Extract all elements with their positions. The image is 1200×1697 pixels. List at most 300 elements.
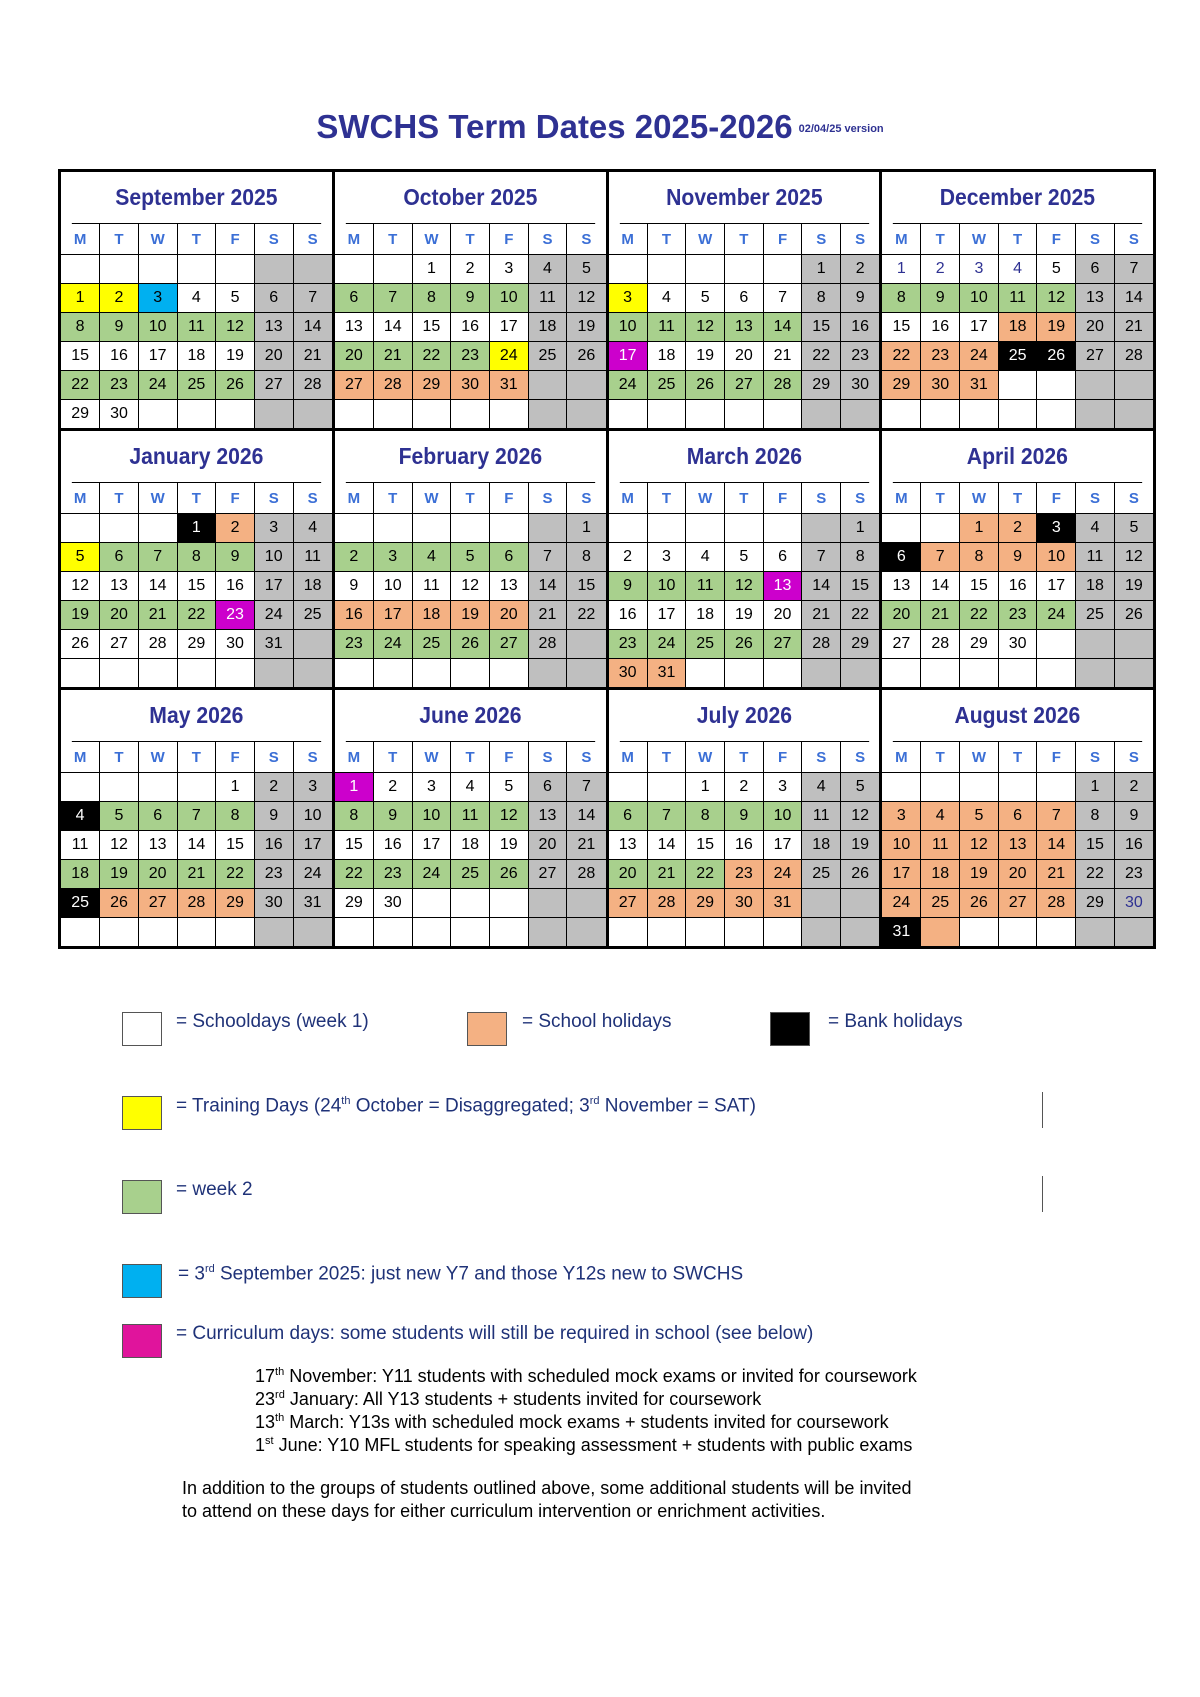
day-cell: 28 xyxy=(647,889,686,918)
week-row xyxy=(61,255,332,284)
day-cell xyxy=(841,889,880,918)
day-cell: 11 xyxy=(293,543,332,572)
day-cell: 3 xyxy=(960,255,999,284)
week-row xyxy=(882,371,1153,400)
day-cell: 24 xyxy=(293,860,332,889)
day-cell: 1 xyxy=(841,514,880,543)
day-cell: 15 xyxy=(567,572,606,601)
month-table xyxy=(61,483,332,687)
day-cell: 6 xyxy=(138,802,177,831)
day-cell: 23 xyxy=(725,860,764,889)
day-cell: 30 xyxy=(921,371,960,400)
day-cell: 23 xyxy=(921,342,960,371)
month-block xyxy=(609,172,880,428)
weekday-header: M xyxy=(882,483,921,514)
legend-holidays: = School holidays xyxy=(522,1011,672,1032)
day-cell: 25 xyxy=(647,371,686,400)
day-cell: 12 xyxy=(960,831,999,860)
weekday-header: S xyxy=(802,483,841,514)
weekday-header: M xyxy=(609,224,648,255)
day-cell: 30 xyxy=(373,889,412,918)
week-row xyxy=(61,831,332,860)
weekday-header: F xyxy=(216,483,255,514)
day-cell: 31 xyxy=(763,889,802,918)
day-cell: 26 xyxy=(1037,342,1076,371)
month-table xyxy=(882,224,1153,428)
day-cell xyxy=(1076,630,1115,659)
day-cell xyxy=(1076,371,1115,400)
week-row xyxy=(335,255,606,284)
week-row xyxy=(335,342,606,371)
week-row xyxy=(61,313,332,342)
month-title: August 2026 xyxy=(893,690,1142,742)
day-cell xyxy=(567,889,606,918)
day-cell xyxy=(802,918,841,947)
weekday-header: M xyxy=(882,742,921,773)
day-cell: 21 xyxy=(802,601,841,630)
note-sup: rd xyxy=(275,1389,285,1401)
day-cell xyxy=(686,514,725,543)
day-cell: 6 xyxy=(609,802,648,831)
day-cell: 16 xyxy=(921,313,960,342)
day-cell: 14 xyxy=(647,831,686,860)
day-cell: 1 xyxy=(567,514,606,543)
day-cell: 28 xyxy=(802,630,841,659)
week-row xyxy=(609,572,880,601)
day-cell: 24 xyxy=(609,371,648,400)
weekday-header: S xyxy=(254,742,293,773)
day-cell: 13 xyxy=(254,313,293,342)
day-cell: 21 xyxy=(647,860,686,889)
day-cell xyxy=(725,400,764,429)
day-cell xyxy=(451,659,490,688)
weekday-header: T xyxy=(451,224,490,255)
day-cell: 23 xyxy=(1114,860,1153,889)
month-title: March 2026 xyxy=(619,431,868,483)
weekday-header: F xyxy=(763,224,802,255)
day-cell: 25 xyxy=(412,630,451,659)
day-cell: 27 xyxy=(998,889,1037,918)
day-cell: 3 xyxy=(489,255,528,284)
day-cell xyxy=(647,918,686,947)
divider-line xyxy=(1042,1176,1043,1212)
day-cell: 26 xyxy=(960,889,999,918)
day-cell xyxy=(725,514,764,543)
day-cell xyxy=(216,918,255,947)
day-cell xyxy=(335,400,374,429)
day-cell: 28 xyxy=(177,889,216,918)
day-cell: 30 xyxy=(216,630,255,659)
day-cell xyxy=(138,773,177,802)
week-row xyxy=(882,659,1153,688)
week-row xyxy=(335,543,606,572)
day-cell xyxy=(960,918,999,947)
day-cell xyxy=(1076,918,1115,947)
day-cell xyxy=(61,918,100,947)
day-cell: 1 xyxy=(686,773,725,802)
week-row xyxy=(609,630,880,659)
day-cell: 10 xyxy=(293,802,332,831)
week-row xyxy=(335,514,606,543)
day-cell xyxy=(998,400,1037,429)
month-table xyxy=(61,224,332,428)
weekday-header: S xyxy=(1114,483,1153,514)
training-sup-1: th xyxy=(341,1095,351,1107)
day-cell xyxy=(138,918,177,947)
day-cell: 27 xyxy=(100,630,139,659)
month-table xyxy=(882,742,1153,946)
day-cell xyxy=(451,918,490,947)
day-cell: 6 xyxy=(254,284,293,313)
month-block xyxy=(335,172,606,428)
weekday-header: F xyxy=(489,224,528,255)
weekday-header-row xyxy=(61,224,332,255)
month-block xyxy=(335,431,606,687)
day-cell: 13 xyxy=(1076,284,1115,313)
day-cell: 5 xyxy=(216,284,255,313)
day-cell: 10 xyxy=(609,313,648,342)
note-num: 23 xyxy=(255,1389,276,1409)
day-cell: 14 xyxy=(921,572,960,601)
day-cell: 19 xyxy=(216,342,255,371)
weekday-header: F xyxy=(489,742,528,773)
day-cell: 23 xyxy=(216,601,255,630)
day-cell: 22 xyxy=(216,860,255,889)
weekday-header: S xyxy=(802,224,841,255)
week-row xyxy=(609,860,880,889)
day-cell xyxy=(960,773,999,802)
day-cell: 26 xyxy=(725,630,764,659)
day-cell: 29 xyxy=(335,889,374,918)
day-cell: 16 xyxy=(609,601,648,630)
weekday-header: M xyxy=(61,224,100,255)
day-cell: 14 xyxy=(293,313,332,342)
day-cell: 16 xyxy=(725,831,764,860)
day-cell: 9 xyxy=(998,543,1037,572)
day-cell: 17 xyxy=(412,831,451,860)
weekday-header: F xyxy=(216,742,255,773)
weekday-header-row xyxy=(61,483,332,514)
day-cell: 2 xyxy=(841,255,880,284)
weekday-header: M xyxy=(609,483,648,514)
day-cell xyxy=(1037,659,1076,688)
day-cell: 5 xyxy=(100,802,139,831)
day-cell: 1 xyxy=(216,773,255,802)
day-cell: 30 xyxy=(998,630,1037,659)
day-cell xyxy=(998,659,1037,688)
day-cell: 23 xyxy=(254,860,293,889)
day-cell: 29 xyxy=(841,630,880,659)
day-cell xyxy=(177,255,216,284)
day-cell xyxy=(254,400,293,429)
day-cell: 7 xyxy=(921,543,960,572)
weekday-header: M xyxy=(61,483,100,514)
legend-week2: = week 2 xyxy=(176,1179,253,1200)
day-cell: 30 xyxy=(100,400,139,429)
day-cell xyxy=(1076,400,1115,429)
day-cell: 29 xyxy=(882,371,921,400)
day-cell: 27 xyxy=(138,889,177,918)
day-cell xyxy=(61,773,100,802)
day-cell: 27 xyxy=(254,371,293,400)
day-cell xyxy=(528,659,567,688)
day-cell xyxy=(609,918,648,947)
day-cell: 26 xyxy=(100,889,139,918)
day-cell xyxy=(177,773,216,802)
day-cell: 14 xyxy=(1037,831,1076,860)
note-text: June: Y10 MFL students for speaking assessment + students with public exams xyxy=(273,1435,913,1455)
day-cell xyxy=(61,514,100,543)
day-cell: 12 xyxy=(686,313,725,342)
day-cell: 9 xyxy=(921,284,960,313)
day-cell: 2 xyxy=(335,543,374,572)
week-row xyxy=(609,514,880,543)
day-cell: 29 xyxy=(412,371,451,400)
day-cell: 20 xyxy=(763,601,802,630)
sept-text-b: September 2025: just new Y7 and those Y12s new to SWCHS xyxy=(214,1263,744,1285)
day-cell: 4 xyxy=(451,773,490,802)
day-cell: 16 xyxy=(373,831,412,860)
weekday-header: S xyxy=(1076,224,1115,255)
month-block xyxy=(609,690,880,946)
day-cell xyxy=(841,400,880,429)
weekday-header: M xyxy=(61,742,100,773)
week-row xyxy=(335,802,606,831)
week-row xyxy=(882,630,1153,659)
day-cell: 24 xyxy=(960,342,999,371)
weekday-header: W xyxy=(138,742,177,773)
day-cell: 5 xyxy=(841,773,880,802)
day-cell: 6 xyxy=(100,543,139,572)
day-cell: 10 xyxy=(373,572,412,601)
day-cell xyxy=(686,659,725,688)
day-cell: 15 xyxy=(686,831,725,860)
day-cell: 8 xyxy=(216,802,255,831)
weekday-header: F xyxy=(489,483,528,514)
weekday-header: M xyxy=(335,742,374,773)
day-cell xyxy=(138,255,177,284)
weekday-header: M xyxy=(609,742,648,773)
weekday-header: W xyxy=(686,224,725,255)
day-cell xyxy=(254,659,293,688)
day-cell: 3 xyxy=(647,543,686,572)
day-cell: 4 xyxy=(686,543,725,572)
week-row xyxy=(335,284,606,313)
day-cell: 2 xyxy=(373,773,412,802)
day-cell xyxy=(412,400,451,429)
week-row xyxy=(335,630,606,659)
note-text: January: All Y13 students + students invited for coursework xyxy=(284,1389,762,1409)
month-table xyxy=(335,742,606,946)
day-cell xyxy=(335,659,374,688)
day-cell: 17 xyxy=(1037,572,1076,601)
day-cell: 24 xyxy=(1037,601,1076,630)
day-cell xyxy=(921,514,960,543)
day-cell: 1 xyxy=(960,514,999,543)
day-cell: 6 xyxy=(998,802,1037,831)
day-cell xyxy=(567,918,606,947)
day-cell: 24 xyxy=(763,860,802,889)
weekday-header: F xyxy=(763,742,802,773)
day-cell: 12 xyxy=(489,802,528,831)
legend-swatch-curriculum xyxy=(122,1324,162,1358)
day-cell: 11 xyxy=(686,572,725,601)
day-cell: 5 xyxy=(725,543,764,572)
day-cell: 30 xyxy=(254,889,293,918)
day-cell: 11 xyxy=(998,284,1037,313)
day-cell xyxy=(609,400,648,429)
day-cell xyxy=(1114,918,1153,947)
weekday-header: T xyxy=(100,224,139,255)
day-cell xyxy=(960,400,999,429)
day-cell xyxy=(1114,659,1153,688)
day-cell: 27 xyxy=(763,630,802,659)
weekday-header: S xyxy=(1114,742,1153,773)
day-cell: 11 xyxy=(647,313,686,342)
day-cell xyxy=(802,889,841,918)
weekday-header: T xyxy=(177,742,216,773)
week-row xyxy=(335,572,606,601)
day-cell xyxy=(216,400,255,429)
day-cell: 19 xyxy=(1037,313,1076,342)
day-cell: 9 xyxy=(100,313,139,342)
week-row xyxy=(335,918,606,947)
weekday-header: W xyxy=(960,742,999,773)
day-cell xyxy=(686,400,725,429)
day-cell: 20 xyxy=(254,342,293,371)
day-cell: 17 xyxy=(373,601,412,630)
day-cell: 16 xyxy=(216,572,255,601)
day-cell: 23 xyxy=(841,342,880,371)
day-cell: 9 xyxy=(335,572,374,601)
day-cell: 21 xyxy=(138,601,177,630)
day-cell: 7 xyxy=(763,284,802,313)
day-cell xyxy=(998,371,1037,400)
day-cell: 13 xyxy=(528,802,567,831)
week-row xyxy=(61,342,332,371)
footer-line-2: to attend on these days for either curriculum intervention or enrichment activities. xyxy=(182,1501,826,1521)
day-cell: 8 xyxy=(61,313,100,342)
day-cell: 12 xyxy=(451,572,490,601)
month-table xyxy=(335,483,606,687)
day-cell: 7 xyxy=(528,543,567,572)
day-cell xyxy=(138,514,177,543)
month-block xyxy=(882,172,1153,428)
day-cell xyxy=(1037,371,1076,400)
day-cell: 23 xyxy=(451,342,490,371)
day-cell: 22 xyxy=(841,601,880,630)
day-cell: 25 xyxy=(61,889,100,918)
day-cell xyxy=(293,400,332,429)
day-cell xyxy=(609,255,648,284)
training-text-b: October = Disaggregated; 3 xyxy=(350,1095,590,1117)
week-row xyxy=(609,400,880,429)
day-cell: 28 xyxy=(1114,342,1153,371)
day-cell: 2 xyxy=(1114,773,1153,802)
legend-swatch-schooldays xyxy=(122,1012,162,1046)
day-cell xyxy=(647,255,686,284)
day-cell: 6 xyxy=(489,543,528,572)
day-cell xyxy=(489,659,528,688)
day-cell: 20 xyxy=(489,601,528,630)
day-cell xyxy=(921,773,960,802)
day-cell xyxy=(802,659,841,688)
day-cell xyxy=(373,255,412,284)
weekday-header: S xyxy=(1076,483,1115,514)
note-text: November: Y11 students with scheduled mock exams or invited for coursework xyxy=(284,1366,917,1386)
day-cell: 30 xyxy=(609,659,648,688)
day-cell: 23 xyxy=(335,630,374,659)
week-row xyxy=(61,543,332,572)
day-cell: 8 xyxy=(567,543,606,572)
day-cell xyxy=(335,255,374,284)
weekday-header: T xyxy=(998,742,1037,773)
day-cell: 5 xyxy=(686,284,725,313)
weekday-header: W xyxy=(686,742,725,773)
day-cell: 7 xyxy=(567,773,606,802)
day-cell: 7 xyxy=(1037,802,1076,831)
weekday-header: T xyxy=(725,742,764,773)
day-cell xyxy=(763,659,802,688)
day-cell: 20 xyxy=(335,342,374,371)
day-cell: 3 xyxy=(882,802,921,831)
day-cell: 12 xyxy=(725,572,764,601)
week-row xyxy=(609,284,880,313)
day-cell xyxy=(254,255,293,284)
weekday-header: S xyxy=(528,224,567,255)
month-title: February 2026 xyxy=(346,431,595,483)
day-cell: 24 xyxy=(254,601,293,630)
day-cell: 26 xyxy=(1114,601,1153,630)
day-cell: 9 xyxy=(373,802,412,831)
weekday-header: W xyxy=(960,224,999,255)
week-row xyxy=(882,255,1153,284)
legend-training xyxy=(176,1095,756,1117)
weekday-header: S xyxy=(528,483,567,514)
day-cell: 29 xyxy=(216,889,255,918)
day-cell: 27 xyxy=(1076,342,1115,371)
day-cell: 5 xyxy=(1114,514,1153,543)
day-cell: 31 xyxy=(293,889,332,918)
day-cell xyxy=(1037,773,1076,802)
weekday-header: W xyxy=(686,483,725,514)
month-block xyxy=(609,431,880,687)
day-cell: 18 xyxy=(1076,572,1115,601)
day-cell: 30 xyxy=(841,371,880,400)
day-cell: 13 xyxy=(763,572,802,601)
day-cell xyxy=(609,514,648,543)
day-cell: 13 xyxy=(100,572,139,601)
day-cell xyxy=(412,918,451,947)
day-cell xyxy=(293,918,332,947)
day-cell: 21 xyxy=(373,342,412,371)
week-row xyxy=(335,831,606,860)
week-row xyxy=(335,860,606,889)
legend-swatch-week2 xyxy=(122,1180,162,1214)
footer-line-1: In addition to the groups of students outlined above, some additional students will be invited xyxy=(182,1478,912,1498)
day-cell: 3 xyxy=(138,284,177,313)
week-row xyxy=(61,284,332,313)
week-row xyxy=(609,802,880,831)
month-block xyxy=(61,431,332,687)
day-cell: 20 xyxy=(609,860,648,889)
day-cell xyxy=(216,659,255,688)
day-cell: 28 xyxy=(528,630,567,659)
day-cell: 3 xyxy=(1037,514,1076,543)
day-cell: 24 xyxy=(412,860,451,889)
day-cell: 15 xyxy=(177,572,216,601)
day-cell: 28 xyxy=(1037,889,1076,918)
